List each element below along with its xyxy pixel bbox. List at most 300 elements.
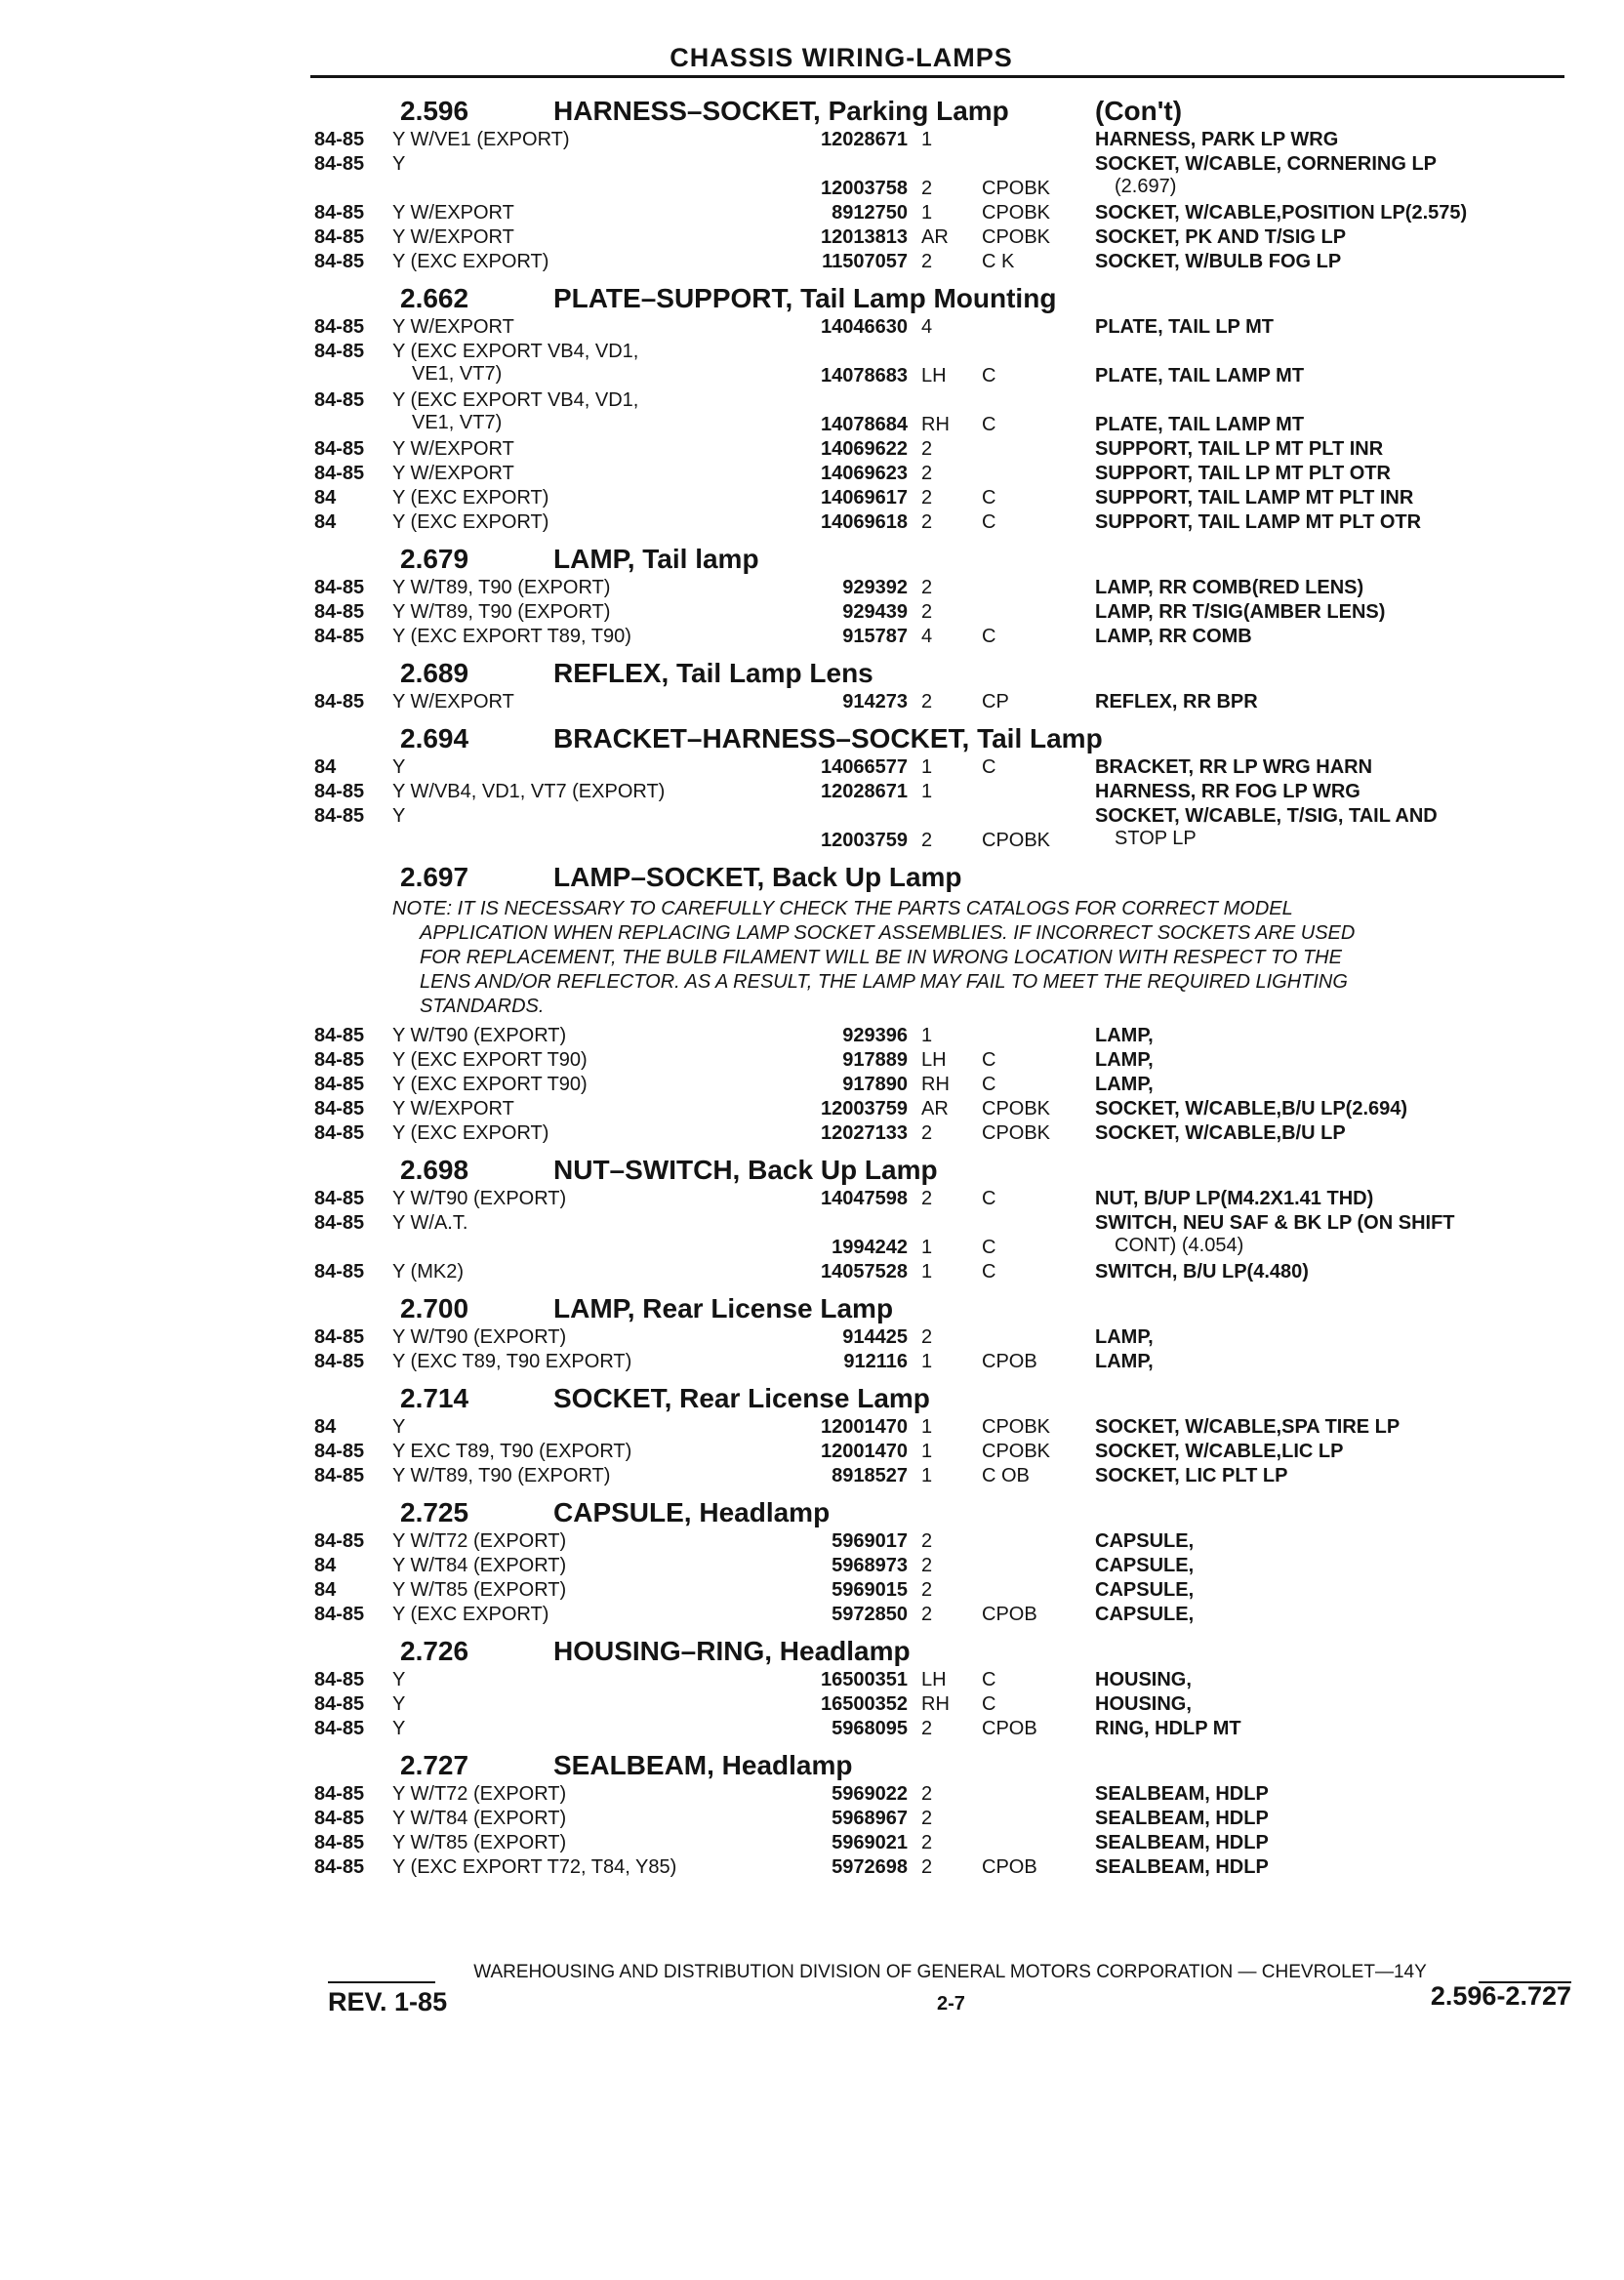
usage-code: C xyxy=(982,511,996,533)
description-line-2: STOP LP xyxy=(1115,828,1197,849)
section-range: 2.596-2.727 xyxy=(1430,1981,1571,2011)
part-description xyxy=(1095,1122,1346,1145)
description-line: SOCKET, LIC PLT LP xyxy=(1095,1465,1288,1486)
usage-code: CPOB xyxy=(982,1856,1037,1878)
model-application xyxy=(392,1465,610,1487)
quantity: 2 xyxy=(921,1832,933,1853)
part-number: 12028671 xyxy=(821,129,908,150)
usage-code: C xyxy=(982,414,996,435)
quantity: 2 xyxy=(921,691,933,712)
description-line: HARNESS, RR FOG LP WRG xyxy=(1095,781,1360,802)
part-row xyxy=(314,1783,1583,1808)
model-application xyxy=(392,805,405,828)
model-year: 84-85 xyxy=(314,1441,365,1462)
description-line: CAPSULE, xyxy=(1095,1579,1195,1601)
part-row xyxy=(314,1122,1583,1147)
usage-code: CPOBK xyxy=(982,1441,1051,1462)
part-row xyxy=(314,1808,1583,1832)
usage-code: C xyxy=(982,1693,996,1715)
part-number: 14066577 xyxy=(821,756,908,778)
model-year: 84 xyxy=(314,1416,337,1438)
continued-label: (Con't) xyxy=(1095,96,1183,126)
description-line: SWITCH, B/U LP(4.480) xyxy=(1095,1261,1309,1282)
part-number: 8912750 xyxy=(832,202,908,224)
model-application xyxy=(392,756,405,779)
section-title: CAPSULE, Headlamp xyxy=(553,1497,831,1527)
model-line: Y (EXC EXPORT) xyxy=(392,511,549,533)
part-number: 12003759 xyxy=(821,830,908,851)
part-number: 14078684 xyxy=(821,414,908,435)
part-description xyxy=(1095,129,1338,151)
model-line: Y W/VE1 (EXPORT) xyxy=(392,129,570,150)
section-title: BRACKET–HARNESS–SOCKET, Tail Lamp xyxy=(553,723,1103,753)
model-year: 84-85 xyxy=(314,202,365,224)
description-line: PLATE, TAIL LP MT xyxy=(1095,316,1274,338)
description-line: SOCKET, W/CABLE,B/U LP(2.694) xyxy=(1095,1098,1408,1120)
part-row xyxy=(314,1579,1583,1604)
quantity: 2 xyxy=(921,487,933,509)
part-row xyxy=(314,691,1583,715)
part-description xyxy=(1095,1783,1269,1806)
description-line: HARNESS, PARK LP WRG xyxy=(1095,129,1339,150)
part-row xyxy=(314,626,1583,650)
model-line: Y (EXC T89, T90 EXPORT) xyxy=(392,1351,632,1372)
description-line: SOCKET, W/CABLE,B/U LP xyxy=(1095,1122,1346,1144)
part-number: 12003758 xyxy=(821,178,908,199)
part-description xyxy=(1095,1693,1192,1716)
quantity: 1 xyxy=(921,1261,933,1282)
part-row xyxy=(314,601,1583,626)
parts-list xyxy=(314,88,1583,1881)
part-description xyxy=(1095,251,1341,273)
note-line: APPLICATION WHEN REPLACING LAMP SOCKET ASSEMBLIES. IF INCORRECT SOCKETS ARE USED xyxy=(420,922,1356,944)
model-line: Y W/EXPORT xyxy=(392,202,514,224)
section-number: 2.698 xyxy=(400,1155,469,1185)
section-title: HOUSING–RING, Headlamp xyxy=(553,1636,911,1666)
model-year: 84-85 xyxy=(314,601,365,623)
section-heading xyxy=(314,1628,1583,1669)
model-application xyxy=(392,1049,588,1072)
model-application xyxy=(392,226,514,249)
quantity: 2 xyxy=(921,1122,933,1144)
model-application xyxy=(392,1098,514,1120)
description-line: SUPPORT, TAIL LP MT PLT INR xyxy=(1095,438,1384,460)
section-number: 2.596 xyxy=(400,96,469,126)
section-number: 2.726 xyxy=(400,1636,469,1666)
description-line: SOCKET, W/CABLE,SPA TIRE LP xyxy=(1095,1416,1401,1438)
note-line: FOR REPLACEMENT, THE BULB FILAMENT WILL BE IN WRONG LOCATION WITH RESPECT TO THE xyxy=(420,947,1342,968)
model-line: Y (EXC EXPORT) xyxy=(392,487,549,509)
model-application xyxy=(392,1856,676,1879)
model-line: Y W/EXPORT xyxy=(392,463,514,484)
part-description xyxy=(1095,1098,1407,1120)
usage-code: C xyxy=(982,1237,996,1258)
section-number: 2.662 xyxy=(400,283,469,313)
quantity: 4 xyxy=(921,316,933,338)
model-line: Y xyxy=(392,1693,406,1715)
model-application xyxy=(392,1832,566,1854)
model-application xyxy=(392,1555,566,1577)
part-description xyxy=(1095,626,1252,648)
part-description xyxy=(1095,601,1385,624)
section-title: LAMP, Tail lamp xyxy=(553,544,759,574)
part-row xyxy=(314,781,1583,805)
section-heading xyxy=(314,1375,1583,1416)
model-application xyxy=(392,1693,405,1716)
part-row xyxy=(314,805,1583,854)
quantity: 2 xyxy=(921,438,933,460)
part-number: 16500352 xyxy=(821,1693,908,1715)
usage-code: C xyxy=(982,756,996,778)
part-description xyxy=(1095,1212,1455,1257)
usage-code: C xyxy=(982,1669,996,1690)
model-application xyxy=(392,1261,464,1283)
part-number: 12003759 xyxy=(821,1098,908,1120)
part-description xyxy=(1095,511,1421,534)
model-application xyxy=(392,1074,588,1096)
quantity: 1 xyxy=(921,129,933,150)
page-title: CHASSIS WIRING-LAMPS xyxy=(670,43,1013,72)
model-line: Y W/VB4, VD1, VT7 (EXPORT) xyxy=(392,781,666,802)
model-year: 84-85 xyxy=(314,1351,365,1372)
part-row xyxy=(314,202,1583,226)
quantity: 2 xyxy=(921,830,933,851)
quantity: 2 xyxy=(921,1188,933,1209)
part-row xyxy=(314,153,1583,202)
section-2-596 xyxy=(314,88,1583,275)
section-number: 2.714 xyxy=(400,1383,469,1413)
model-year: 84-85 xyxy=(314,1669,365,1690)
description-line: SWITCH, NEU SAF & BK LP (ON SHIFT xyxy=(1095,1212,1455,1234)
model-line: Y W/T84 (EXPORT) xyxy=(392,1808,567,1829)
model-year: 84-85 xyxy=(314,153,365,175)
part-description xyxy=(1095,1416,1400,1439)
quantity: 2 xyxy=(921,511,933,533)
part-number: 11507057 xyxy=(822,251,908,272)
model-application xyxy=(392,1025,566,1047)
quantity: 2 xyxy=(921,1555,933,1576)
part-description xyxy=(1095,1856,1269,1879)
usage-code: C xyxy=(982,487,996,509)
quantity: RH xyxy=(921,1074,950,1095)
description-line: SUPPORT, TAIL LAMP MT PLT OTR xyxy=(1095,511,1422,533)
section-title: HARNESS–SOCKET, Parking Lamp xyxy=(553,96,1009,126)
part-row xyxy=(314,129,1583,153)
section-heading xyxy=(314,715,1583,756)
note-line: LENS AND/OR REFLECTOR. AS A RESULT, THE LAMP MAY FAIL TO MEET THE REQUIRED LIGHTING xyxy=(420,971,1348,993)
model-line: Y (MK2) xyxy=(392,1261,464,1282)
part-description xyxy=(1095,1579,1194,1602)
section-2-726 xyxy=(314,1628,1583,1742)
model-application xyxy=(392,1351,631,1373)
usage-code: C xyxy=(982,1261,996,1282)
footer-division: WAREHOUSING AND DISTRIBUTION DIVISION OF GENERAL MOTORS CORPORATION — CHEVROLET—14Y xyxy=(473,1962,1427,1982)
section-number: 2.694 xyxy=(400,723,469,753)
usage-code: CPOBK xyxy=(982,830,1051,851)
section-heading xyxy=(314,536,1583,577)
part-number: 12013813 xyxy=(821,226,908,248)
part-description xyxy=(1095,577,1363,599)
section-2-727 xyxy=(314,1742,1583,1881)
part-number: 5969017 xyxy=(832,1530,908,1552)
usage-code: CPOBK xyxy=(982,178,1051,199)
model-year: 84-85 xyxy=(314,463,365,484)
part-row xyxy=(314,251,1583,275)
section-title: SOCKET, Rear License Lamp xyxy=(553,1383,930,1413)
model-application xyxy=(392,1718,405,1740)
description-line: LAMP, xyxy=(1095,1074,1154,1095)
model-year: 84-85 xyxy=(314,251,365,272)
section-2-700 xyxy=(314,1285,1583,1375)
part-description xyxy=(1095,487,1413,509)
part-number: 5972850 xyxy=(832,1604,908,1625)
section-2-725 xyxy=(314,1489,1583,1628)
part-row xyxy=(314,511,1583,536)
description-line: SEALBEAM, HDLP xyxy=(1095,1832,1269,1853)
model-application xyxy=(392,1530,566,1553)
model-year: 84 xyxy=(314,511,337,533)
model-line: Y (EXC EXPORT) xyxy=(392,1122,549,1144)
part-description xyxy=(1095,1049,1154,1072)
model-year: 84-85 xyxy=(314,781,365,802)
usage-code: C xyxy=(982,1049,996,1071)
model-line: Y W/T90 (EXPORT) xyxy=(392,1188,567,1209)
model-year: 84-85 xyxy=(314,438,365,460)
model-line: Y EXC T89, T90 (EXPORT) xyxy=(392,1441,632,1462)
section-title: PLATE–SUPPORT, Tail Lamp Mounting xyxy=(553,283,1057,313)
part-number: 929392 xyxy=(842,577,908,598)
model-line: Y W/T89, T90 (EXPORT) xyxy=(392,1465,611,1486)
quantity: 2 xyxy=(921,1718,933,1739)
model-line: Y W/EXPORT xyxy=(392,691,514,712)
part-row xyxy=(314,438,1583,463)
model-application xyxy=(392,577,610,599)
description-line: SEALBEAM, HDLP xyxy=(1095,1783,1269,1805)
model-application xyxy=(392,691,514,713)
section-number: 2.679 xyxy=(400,544,469,574)
quantity: 4 xyxy=(921,626,933,647)
quantity: 1 xyxy=(921,1416,933,1438)
model-year: 84-85 xyxy=(314,626,365,647)
part-number: 929439 xyxy=(842,601,908,623)
usage-code: CPOBK xyxy=(982,202,1051,224)
model-line: Y (EXC EXPORT T72, T84, Y85) xyxy=(392,1856,677,1878)
model-application xyxy=(392,316,514,339)
model-year: 84-85 xyxy=(314,1122,365,1144)
section-number: 2.727 xyxy=(400,1750,469,1780)
part-description xyxy=(1095,202,1467,224)
part-description xyxy=(1095,691,1258,713)
model-application xyxy=(392,129,570,151)
quantity: RH xyxy=(921,1693,950,1715)
usage-code: CP xyxy=(982,691,1009,712)
model-year: 84-85 xyxy=(314,1098,365,1120)
model-line: Y W/T89, T90 (EXPORT) xyxy=(392,601,611,623)
part-number: 929396 xyxy=(842,1025,908,1046)
part-row xyxy=(314,1718,1583,1742)
description-line: SUPPORT, TAIL LAMP MT PLT INR xyxy=(1095,487,1414,509)
part-row xyxy=(314,1693,1583,1718)
section-2-714 xyxy=(314,1375,1583,1489)
model-application xyxy=(392,1579,566,1602)
model-line: Y xyxy=(392,1416,406,1438)
model-year: 84-85 xyxy=(314,1856,365,1878)
model-line: Y W/EXPORT xyxy=(392,1098,514,1120)
model-line: Y xyxy=(392,153,406,175)
model-year: 84 xyxy=(314,756,337,778)
section-number: 2.725 xyxy=(400,1497,469,1527)
part-row xyxy=(314,341,1583,389)
model-year: 84-85 xyxy=(314,1261,365,1282)
part-number: 5969015 xyxy=(832,1579,908,1601)
section-title: REFLEX, Tail Lamp Lens xyxy=(553,658,873,688)
section-heading xyxy=(314,1489,1583,1530)
quantity: 2 xyxy=(921,1604,933,1625)
part-number: 5969021 xyxy=(832,1832,908,1853)
model-application xyxy=(392,202,514,224)
model-application xyxy=(392,1441,631,1463)
model-year: 84-85 xyxy=(314,341,365,362)
part-row xyxy=(314,316,1583,341)
description-line: SEALBEAM, HDLP xyxy=(1095,1856,1269,1878)
model-line: Y W/T72 (EXPORT) xyxy=(392,1530,567,1552)
quantity: LH xyxy=(921,1049,947,1071)
model-line: Y W/T84 (EXPORT) xyxy=(392,1555,567,1576)
part-description xyxy=(1095,316,1274,339)
model-application xyxy=(392,438,514,461)
header-rule xyxy=(310,75,1564,78)
section-heading xyxy=(314,88,1583,129)
part-row xyxy=(314,1530,1583,1555)
model-application xyxy=(392,1604,548,1626)
part-row xyxy=(314,487,1583,511)
model-line: Y W/T90 (EXPORT) xyxy=(392,1326,567,1348)
model-application xyxy=(392,511,548,534)
part-row xyxy=(314,1465,1583,1489)
description-line: SOCKET, W/CABLE, CORNERING LP xyxy=(1095,153,1438,175)
part-description xyxy=(1095,1261,1309,1283)
part-number: 5969022 xyxy=(832,1783,908,1805)
part-description xyxy=(1095,1326,1154,1349)
model-application xyxy=(392,341,638,386)
model-year: 84-85 xyxy=(314,1783,365,1805)
description-line: PLATE, TAIL LAMP MT xyxy=(1095,414,1305,435)
quantity: 2 xyxy=(921,463,933,484)
description-line: LAMP, xyxy=(1095,1351,1154,1372)
description-line: SOCKET, W/CABLE, T/SIG, TAIL AND xyxy=(1095,805,1438,827)
part-description xyxy=(1095,1604,1194,1626)
description-line: LAMP, RR COMB(RED LENS) xyxy=(1095,577,1364,598)
quantity: 1 xyxy=(921,1441,933,1462)
part-number: 16500351 xyxy=(821,1669,908,1690)
section-title: NUT–SWITCH, Back Up Lamp xyxy=(553,1155,938,1185)
part-row xyxy=(314,756,1583,781)
part-number: 14057528 xyxy=(821,1261,908,1282)
part-number: 14047598 xyxy=(821,1188,908,1209)
model-year: 84-85 xyxy=(314,1025,365,1046)
part-row xyxy=(314,1351,1583,1375)
part-row xyxy=(314,463,1583,487)
part-number: 14078683 xyxy=(821,365,908,387)
part-description xyxy=(1095,1025,1154,1047)
quantity: AR xyxy=(921,1098,949,1120)
model-year: 84-85 xyxy=(314,1530,365,1552)
description-line: SOCKET, W/CABLE,POSITION LP(2.575) xyxy=(1095,202,1468,224)
model-year: 84-85 xyxy=(314,129,365,150)
model-application xyxy=(392,487,548,509)
quantity: 1 xyxy=(921,1025,933,1046)
model-line: Y (EXC EXPORT T89, T90) xyxy=(392,626,631,647)
section-heading xyxy=(314,1285,1583,1326)
description-line: CAPSULE, xyxy=(1095,1604,1195,1625)
part-description xyxy=(1095,1718,1241,1740)
part-row xyxy=(314,1832,1583,1856)
model-year: 84-85 xyxy=(314,1188,365,1209)
part-row xyxy=(314,1669,1583,1693)
description-line: RING, HDLP MT xyxy=(1095,1718,1241,1739)
description-line: LAMP, RR T/SIG(AMBER LENS) xyxy=(1095,601,1386,623)
model-year: 84-85 xyxy=(314,1693,365,1715)
quantity: 2 xyxy=(921,601,933,623)
model-year: 84-85 xyxy=(314,1049,365,1071)
section-heading xyxy=(314,275,1583,316)
part-description xyxy=(1095,438,1383,461)
model-application xyxy=(392,389,638,434)
section-2-698 xyxy=(314,1147,1583,1285)
part-description xyxy=(1095,414,1304,436)
usage-code: CPOBK xyxy=(982,226,1051,248)
part-number: 917889 xyxy=(842,1049,908,1071)
quantity: 1 xyxy=(921,1465,933,1486)
part-number: 14069617 xyxy=(821,487,908,509)
usage-code: C xyxy=(982,1074,996,1095)
model-year: 84 xyxy=(314,1579,337,1601)
model-line: Y W/T85 (EXPORT) xyxy=(392,1579,567,1601)
part-description xyxy=(1095,1188,1373,1210)
section-heading xyxy=(314,854,1583,895)
part-number: 912116 xyxy=(843,1351,908,1372)
model-application xyxy=(392,1122,548,1145)
model-application xyxy=(392,1326,566,1349)
section-title: SEALBEAM, Headlamp xyxy=(553,1750,853,1780)
model-year: 84-85 xyxy=(314,1718,365,1739)
description-line: HOUSING, xyxy=(1095,1693,1192,1715)
part-row xyxy=(314,577,1583,601)
quantity: 1 xyxy=(921,756,933,778)
description-line: NUT, B/UP LP(M4.2X1.41 THD) xyxy=(1095,1188,1374,1209)
model-application xyxy=(392,1783,566,1806)
part-number: 14069618 xyxy=(821,511,908,533)
usage-code: C xyxy=(982,365,996,387)
part-number: 12028671 xyxy=(821,781,908,802)
part-row xyxy=(314,389,1583,438)
model-year: 84-85 xyxy=(314,691,365,712)
quantity: 2 xyxy=(921,1783,933,1805)
part-row xyxy=(314,1604,1583,1628)
quantity: 1 xyxy=(921,1351,933,1372)
usage-code: C OB xyxy=(982,1465,1030,1486)
part-row xyxy=(314,1416,1583,1441)
quantity: 2 xyxy=(921,577,933,598)
model-line: Y W/EXPORT xyxy=(392,316,514,338)
part-number: 8918527 xyxy=(832,1465,908,1486)
model-application xyxy=(392,1416,405,1439)
model-line: Y W/EXPORT xyxy=(392,438,514,460)
section-number: 2.697 xyxy=(400,862,469,892)
model-line: Y xyxy=(392,805,406,827)
model-year: 84-85 xyxy=(314,1326,365,1348)
model-application xyxy=(392,1669,405,1691)
